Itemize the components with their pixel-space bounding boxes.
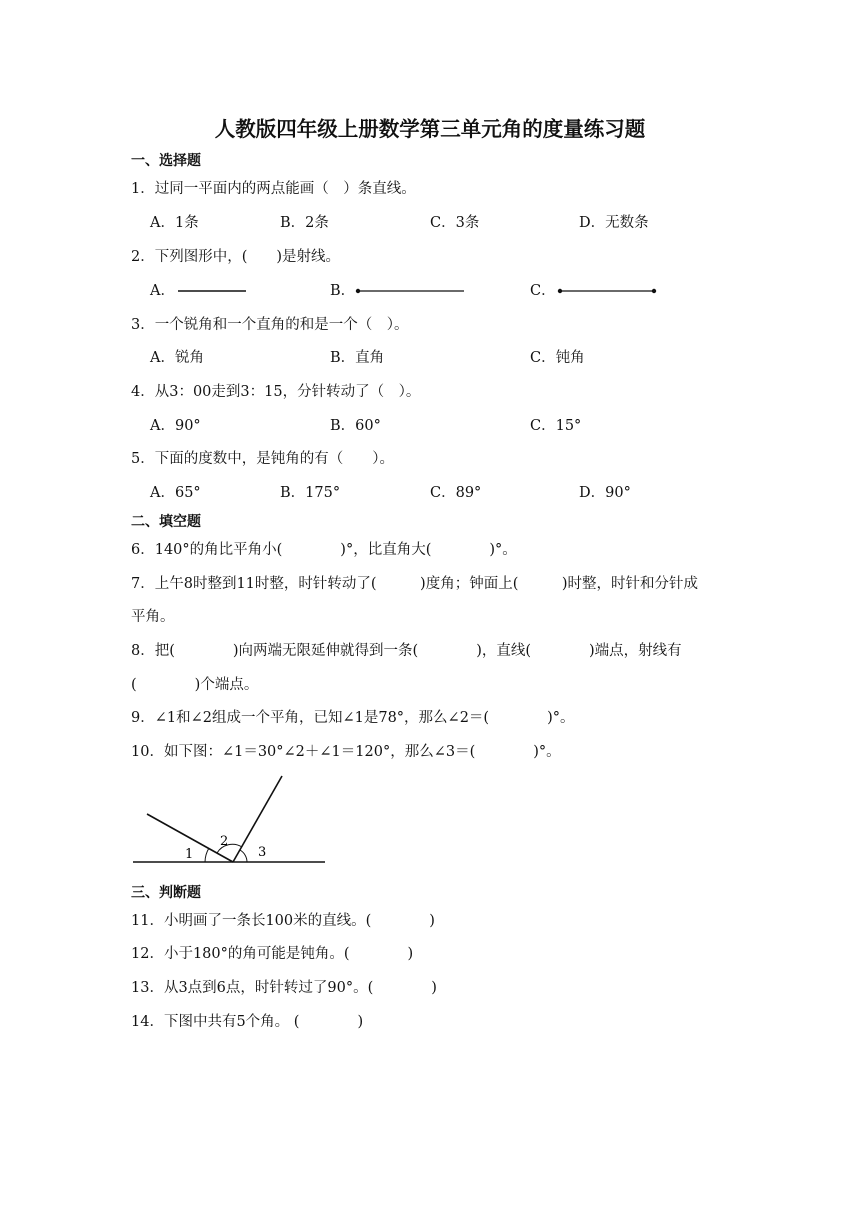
q1-option-c: C．3条	[430, 215, 480, 231]
question-10: 10．如下图：∠1＝30°∠2＋∠1＝120°，那么∠3＝( )°。	[131, 744, 561, 760]
question-3: 3．一个锐角和一个直角的和是一个（ ）。	[131, 317, 409, 333]
section-heading-choice: 一、选择题	[131, 153, 201, 169]
page-title: 人教版四年级上册数学第三单元角的度量练习题	[214, 117, 646, 141]
question-8-line-1: 8．把( )向两端无限延伸就得到一条( )，直线( )端点，射线有	[131, 643, 682, 659]
section-heading-judge: 三、判断题	[131, 885, 201, 901]
question-1: 1．过同一平面内的两点能画（ ）条直线。	[131, 181, 416, 197]
q2-segment-figure	[178, 288, 248, 294]
q3-option-b: B．直角	[330, 350, 385, 366]
question-5: 5．下面的度数中，是钝角的有（ ）。	[131, 451, 394, 467]
question-8-line-2: ( )个端点。	[131, 677, 259, 693]
q10-angle-figure	[133, 776, 329, 868]
question-11: 11．小明画了一条长100米的直线。( )	[131, 913, 435, 929]
question-4: 4．从3：00走到3：15，分针转动了（ ）。	[131, 384, 421, 400]
q4-option-a: A．90°	[150, 418, 201, 434]
q4-option-c: C．15°	[530, 418, 582, 434]
q3-option-a: A．锐角	[150, 350, 204, 366]
angle-label-2: 2	[220, 834, 229, 849]
q1-option-b: B．2条	[280, 215, 329, 231]
q2-segment-with-points-figure	[556, 287, 660, 295]
q2-option-a: A．	[150, 283, 175, 299]
q3-option-c: C．钝角	[530, 350, 585, 366]
q5-option-a: A．65°	[150, 485, 201, 501]
angle-label-1: 1	[185, 847, 194, 862]
q2-option-b: B．	[330, 283, 356, 299]
q1-option-d: D．无数条	[579, 215, 649, 231]
question-2: 2．下列图形中，( )是射线。	[131, 249, 341, 265]
question-13: 13．从3点到6点，时针转过了90°。( )	[131, 980, 437, 996]
question-9: 9．∠1和∠2组成一个平角，已知∠1是78°，那么∠2＝( )°。	[131, 710, 575, 726]
question-12: 12．小于180°的角可能是钝角。( )	[131, 946, 414, 962]
question-6: 6．140°的角比平角小( )°，比直角大( )°。	[131, 542, 517, 558]
q4-option-b: B．60°	[330, 418, 381, 434]
q1-option-a: A．1条	[150, 215, 199, 231]
angle-label-3: 3	[258, 845, 267, 860]
q5-option-b: B．175°	[280, 485, 341, 501]
q5-option-c: C．89°	[430, 485, 482, 501]
question-14: 14．下图中共有5个角。 ( )	[131, 1014, 364, 1030]
q2-option-c: C．	[530, 283, 556, 299]
section-heading-fill: 二、填空题	[131, 514, 201, 530]
q2-ray-figure	[354, 287, 466, 295]
question-7-line-1: 7．上午8时整到11时整，时针转动了( )度角；钟面上( )时整，时针和分针成	[131, 576, 699, 592]
q5-option-d: D．90°	[579, 485, 631, 501]
question-7-line-2: 平角。	[131, 609, 175, 625]
